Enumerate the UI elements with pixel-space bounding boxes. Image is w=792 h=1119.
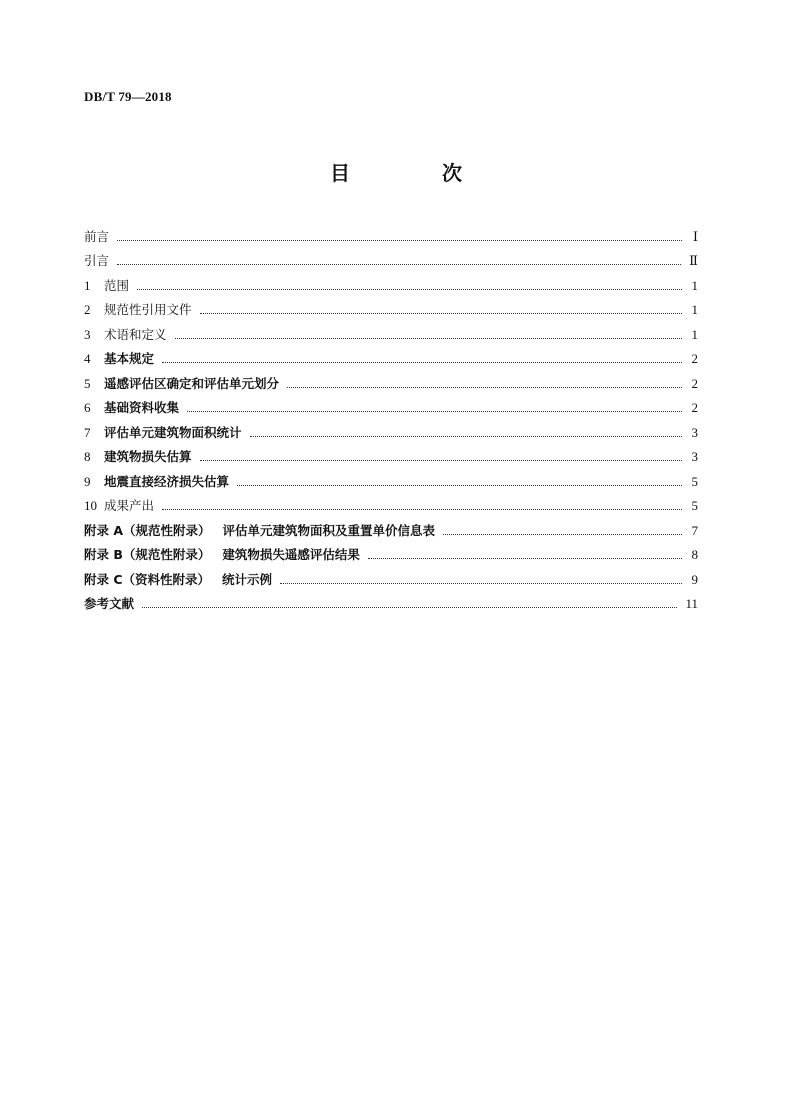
toc-entry-page: 2	[691, 400, 698, 415]
toc-entry-number: 5	[84, 375, 91, 391]
toc-entry-page: 1	[691, 277, 698, 293]
dot-leader	[137, 288, 682, 290]
dot-leader	[117, 263, 681, 265]
toc-entry-results-output[interactable]	[84, 490, 698, 515]
toc-entry-label: 统计示例	[222, 571, 273, 587]
toc-entry-annex-a[interactable]	[84, 514, 698, 539]
dot-leader	[237, 484, 682, 486]
toc-entry-number: 7	[84, 424, 91, 440]
toc-entry-introduction[interactable]	[84, 245, 698, 270]
toc-entry-page: 5	[691, 498, 698, 513]
toc-entry-data-collection[interactable]	[84, 392, 698, 417]
toc-entry-page: 2	[691, 375, 698, 391]
toc-title: 目 次	[330, 161, 498, 185]
toc-entry-label: 基本规定	[104, 351, 155, 366]
dot-leader	[280, 582, 682, 584]
toc-entry-page: Ⅱ	[689, 253, 698, 268]
toc-entry-label: 基础资料收集	[104, 400, 180, 415]
toc-entry-page: 1	[691, 326, 698, 342]
dot-leader	[187, 410, 682, 412]
toc-entry-label: 评估单元建筑物面积及重置单价信息表	[222, 522, 436, 538]
toc-entry-building-loss-estimation[interactable]	[84, 441, 698, 466]
table-of-contents	[84, 220, 698, 612]
dot-leader	[162, 361, 682, 363]
dot-leader	[175, 337, 682, 339]
toc-entry-label: 引言	[84, 253, 110, 268]
toc-entry-label: 规范性引用文件	[104, 302, 192, 317]
toc-entry-number: 10	[84, 498, 97, 513]
toc-entry-label: 遥感评估区确定和评估单元划分	[104, 375, 280, 391]
dot-leader	[250, 435, 682, 437]
toc-entry-building-area-statistics[interactable]	[84, 416, 698, 441]
toc-entry-number: 1	[84, 277, 91, 293]
dot-leader	[117, 239, 682, 241]
toc-entry-label: 建筑物损失遥感评估结果	[222, 547, 360, 562]
document-code: DB/T 79—2018	[84, 89, 172, 104]
toc-entry-label: 参考文献	[84, 596, 135, 611]
toc-entry-page: Ⅰ	[692, 228, 698, 244]
toc-entry-normative-references[interactable]	[84, 294, 698, 319]
dot-leader	[200, 459, 682, 461]
toc-entry-page: 9	[691, 571, 698, 587]
toc-entry-number: 4	[84, 351, 91, 366]
toc-entry-page: 1	[691, 302, 698, 317]
toc-entry-number: 2	[84, 302, 91, 317]
toc-entry-label: 术语和定义	[104, 326, 167, 342]
toc-entry-scope[interactable]	[84, 269, 698, 294]
toc-entry-page: 2	[691, 351, 698, 366]
toc-annex-label: 附录 A（规范性附录）	[84, 522, 211, 538]
dot-leader	[200, 312, 682, 314]
toc-entry-basic-provisions[interactable]	[84, 343, 698, 368]
toc-annex-label: 附录 B（规范性附录）	[84, 547, 211, 562]
toc-entry-number: 3	[84, 326, 91, 342]
toc-entry-label: 成果产出	[104, 498, 155, 513]
dot-leader	[162, 508, 682, 510]
toc-entry-label: 范围	[104, 277, 130, 293]
toc-entry-bibliography[interactable]	[84, 588, 698, 613]
toc-entry-number: 8	[84, 449, 91, 464]
toc-entry-number: 6	[84, 400, 91, 415]
toc-entry-number: 9	[84, 473, 91, 489]
dot-leader	[142, 606, 677, 608]
toc-annex-label: 附录 C（资料性附录）	[84, 571, 211, 587]
toc-entry-annex-b[interactable]	[84, 539, 698, 564]
dot-leader	[287, 386, 682, 388]
toc-entry-label: 前言	[84, 228, 110, 244]
toc-entry-label: 地震直接经济损失估算	[104, 473, 230, 489]
toc-entry-foreword[interactable]	[84, 220, 698, 245]
dot-leader	[443, 533, 682, 535]
toc-entry-page: 3	[691, 424, 698, 440]
toc-entry-label: 建筑物损失估算	[104, 449, 192, 464]
dot-leader	[368, 557, 682, 559]
toc-entry-page: 11	[685, 596, 698, 611]
toc-entry-page: 7	[691, 522, 698, 538]
toc-entry-annex-c[interactable]	[84, 563, 698, 588]
toc-entry-page: 8	[691, 547, 698, 562]
toc-entry-economic-loss-estimation[interactable]	[84, 465, 698, 490]
toc-entry-terms-definitions[interactable]	[84, 318, 698, 343]
toc-entry-page: 5	[691, 473, 698, 489]
toc-entry-page: 3	[691, 449, 698, 464]
toc-entry-assessment-area[interactable]	[84, 367, 698, 392]
toc-entry-label: 评估单元建筑物面积统计	[104, 424, 242, 440]
